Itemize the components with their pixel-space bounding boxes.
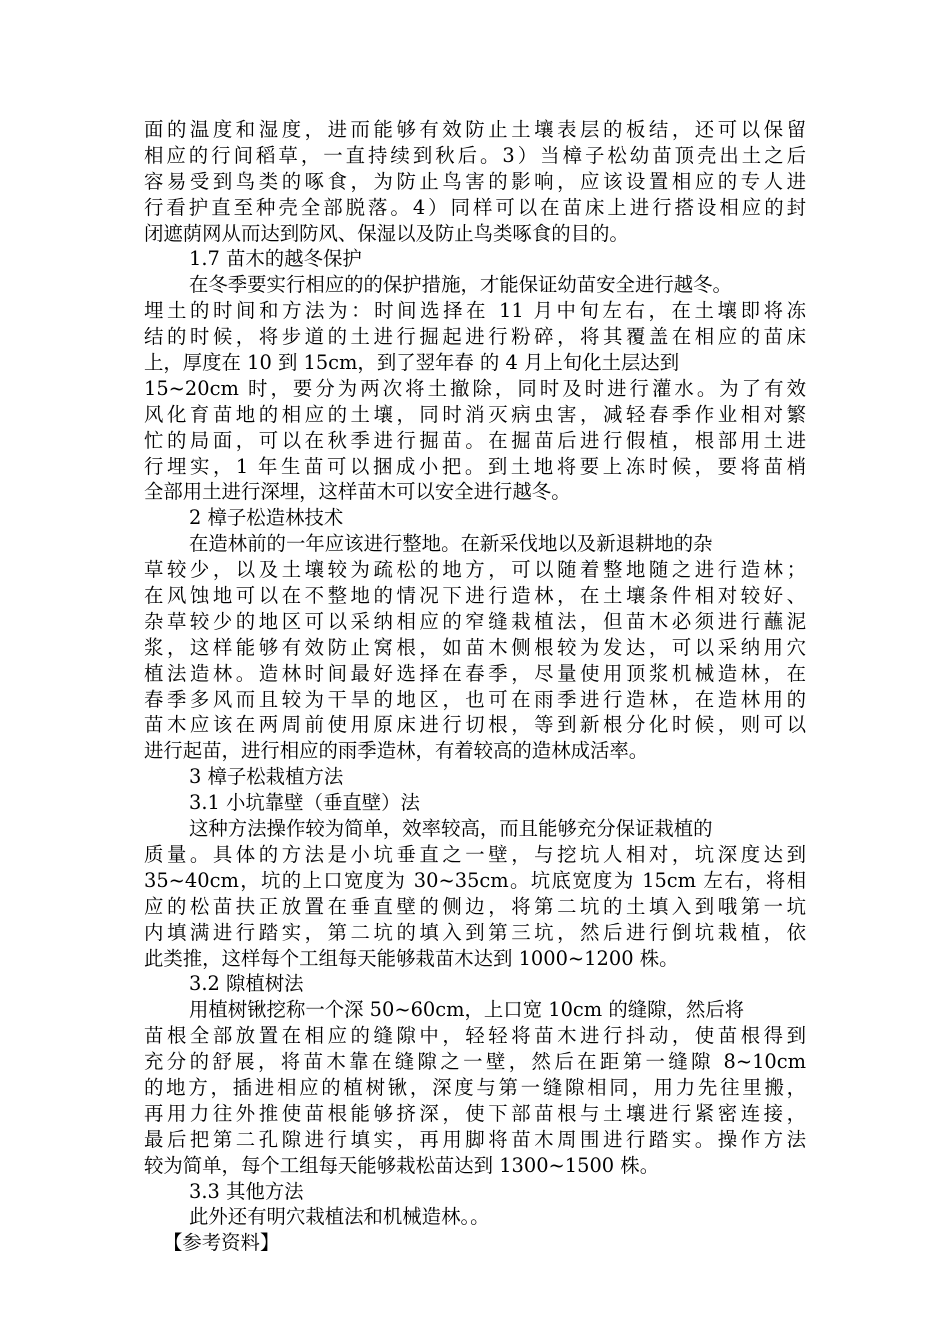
body-text-line: 上，厚度在 10 到 15cm，到了翌年春 的 4 月上旬化土层达到 bbox=[144, 351, 680, 375]
paragraph-first-line: 此外还有明穴栽植法和机械造林。。 bbox=[189, 1205, 490, 1229]
body-text-line: 的地方，插进相应的植树锹，深度与第一缝隙相同，用力先往里搬， bbox=[144, 1075, 806, 1099]
references-heading: 【参考资料】 bbox=[163, 1231, 280, 1255]
body-text-line: 春季多风而且较为干旱的地区，也可在雨季进行造林，在造林用的 bbox=[144, 687, 806, 711]
body-text-line: 此类推，这样每个工组每天能够栽苗木达到 1000~1200 株。 bbox=[144, 946, 679, 970]
body-text-line: 应的松苗扶正放置在垂直壁的侧边，将第二坑的土填入到哦第一坑 bbox=[144, 894, 806, 918]
document-page bbox=[144, 117, 806, 1256]
body-text-line: 再用力往外推使苗根能够挤深，使下部苗根与土壤进行紧密连接， bbox=[144, 1101, 806, 1125]
body-text-line: 结的时候，将步道的土进行掘起进行粉碎，将其覆盖在相应的苗床 bbox=[144, 325, 806, 349]
paragraph-first-line: 在造林前的一年应该进行整地。在新采伐地以及新退耕地的杂 bbox=[189, 532, 713, 556]
paragraph-first-line: 用植树锹挖称一个深 50~60cm，上口宽 10cm 的缝隙，然后将 bbox=[189, 998, 745, 1022]
body-text-line: 植法造林。造林时间最好选择在春季，尽量使用顶浆机械造林，在 bbox=[144, 661, 806, 685]
body-text-line: 闭遮荫网从而达到防风、保湿以及防止鸟类啄食的目的。 bbox=[144, 221, 629, 245]
section-heading: 2 樟子松造林技术 bbox=[189, 506, 344, 530]
section-heading: 3.3 其他方法 bbox=[189, 1179, 304, 1203]
body-text-line: 进行起苗，进行相应的雨季造林，有着较高的造林成活率。 bbox=[144, 739, 649, 763]
body-text-line: 15~20cm 时，要分为两次将土撤除，同时及时进行灌水。为了有效 bbox=[144, 376, 806, 400]
body-text-line: 容易受到鸟类的啄食，为防止鸟害的影响，应该设置相应的专人进 bbox=[144, 169, 806, 193]
section-heading: 3.2 隙植树法 bbox=[189, 972, 304, 996]
body-text-line: 质量。具体的方法是小坑垂直之一壁，与挖坑人相对，坑深度达到 bbox=[144, 842, 806, 866]
body-text-line: 浆，这样能够有效防止窝根，如苗木侧根较为发达，可以采纳用穴 bbox=[144, 635, 806, 659]
paragraph-first-line: 这种方法操作较为简单，效率较高，而且能够充分保证栽植的 bbox=[189, 817, 713, 841]
body-text-line: 内填满进行踏实，第二坑的填入到第三坑，然后进行倒坑栽植，依 bbox=[144, 920, 806, 944]
body-text-line: 风化育苗地的相应的土壤，同时消灭病虫害，减轻春季作业相对繁 bbox=[144, 402, 806, 426]
body-text-line: 苗根全部放置在相应的缝隙中，轻轻将苗木进行抖动，使苗根得到 bbox=[144, 1024, 806, 1048]
section-heading: 3.1 小坑靠壁（垂直壁）法 bbox=[189, 791, 420, 815]
paragraph-first-line: 在冬季要实行相应的的保护措施，才能保证幼苗安全进行越冬。 bbox=[189, 273, 732, 297]
body-text-line: 行看护直至种壳全部脱落。4）同样可以在苗床上进行搭设相应的封 bbox=[144, 195, 806, 219]
body-text-line: 全部用土进行深埋，这样苗木可以安全进行越冬。 bbox=[144, 480, 571, 504]
body-text-line: 忙的局面，可以在秋季进行掘苗。在掘苗后进行假植，根部用土进 bbox=[144, 428, 806, 452]
body-text-line: 埋土的时间和方法为：时间选择在 11 月中旬左右，在土壤即将冻 bbox=[144, 299, 806, 323]
body-text-line: 在风蚀地可以在不整地的情况下进行造林，在土壤条件相对较好、 bbox=[144, 584, 806, 608]
body-text-line: 最后把第二孔隙进行填实，再用脚将苗木周围进行踏实。操作方法 bbox=[144, 1127, 806, 1151]
body-text-line: 行埋实，1 年生苗可以捆成小把。到土地将要上冻时候，要将苗梢 bbox=[144, 454, 806, 478]
body-text-line: 面的温度和湿度，进而能够有效防止土壤表层的板结，还可以保留 bbox=[144, 118, 806, 141]
body-text-line: 苗木应该在两周前使用原床进行切根，等到新根分化时候，则可以 bbox=[144, 713, 806, 737]
body-text-line: 杂草较少的地区可以采纳相应的窄缝栽植法，但苗木必须进行蘸泥 bbox=[144, 609, 806, 633]
section-heading: 1.7 苗木的越冬保护 bbox=[189, 247, 362, 271]
body-text-line: 草较少，以及土壤较为疏松的地方，可以随着整地随之进行造林； bbox=[144, 558, 806, 582]
body-text-line: 较为简单，每个工组每天能够栽松苗达到 1300~1500 株。 bbox=[144, 1153, 660, 1177]
body-text-line: 35~40cm，坑的上口宽度为 30~35cm。坑底宽度为 15cm 左右，将相 bbox=[144, 868, 806, 892]
body-text-line: 相应的行间稻草，一直持续到秋后。3）当樟子松幼苗顶壳出土之后 bbox=[144, 143, 806, 167]
body-text-line: 充分的舒展，将苗木靠在缝隙之一壁，然后在距第一缝隙 8~10cm bbox=[144, 1050, 806, 1074]
section-heading: 3 樟子松栽植方法 bbox=[189, 765, 344, 789]
